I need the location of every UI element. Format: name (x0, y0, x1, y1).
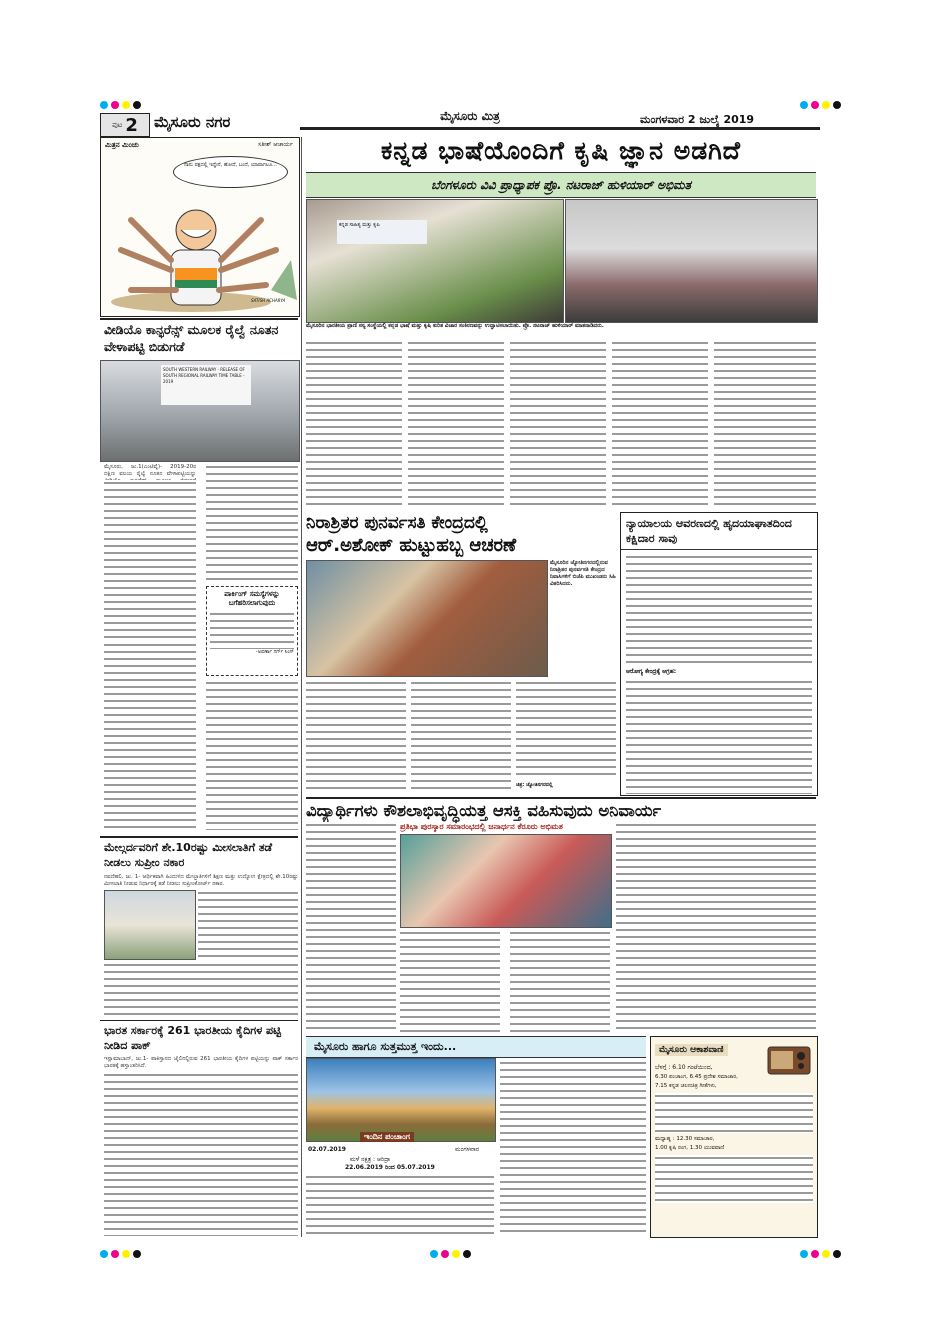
video-conference-photo (100, 360, 300, 462)
video-conference-headline: ವೀಡಿಯೊ ಕಾನ್ಫರೆನ್ಸ್ ಮೂಲಕ ರೈಲ್ವೆ ನೂತನ ವೇಳಾಪಟ್ಟಿ ಬಿಡುಗಡೆ (104, 322, 279, 354)
pak-prisoners-body (104, 1072, 298, 1236)
akashvani-body-1 (655, 1093, 813, 1133)
akashvani-box (650, 1036, 818, 1238)
skill-body-col4 (616, 822, 816, 1032)
registration-marks-bottom-right (800, 1243, 844, 1262)
rule (306, 797, 816, 799)
birthday-photo (306, 560, 548, 677)
banner-text: ಕನ್ನಡ ಸಾಹಿತ್ಯ ಮತ್ತು ಕೃಷಿ (337, 220, 427, 244)
court-body-1 (626, 554, 812, 664)
lead-body-col3 (510, 340, 606, 510)
panchanga-title: ಇಂದಿನ ಪಂಚಾಂಗ (360, 1132, 414, 1142)
pak-prisoners-lead: ಇಸ್ಲಾಮಾಬಾದ್, ಜು.1- ಪಾಕಿಸ್ತಾನದ ಜೈಲಿನಲ್ಲಿರುವ 261 ಭಾರತೀಯ ಕೈದಿಗಳ ಪಟ್ಟಿಯನ್ನು ಪಾಕ್ ಸರ್ಕಾರ ಭಾರತಕ್ಕೆ ಹಸ್ತಾಂತರಿಸಿದೆ. (104, 1056, 298, 1069)
skill-photo (400, 834, 612, 928)
cartoon-label: ಮಿತ್ರನ ಮಿಂಚು (105, 141, 139, 149)
video-conference-body-col1 (104, 480, 196, 640)
akashvani-line-4: 1.00 ಕೃಷಿ ರಂಗ, 1.30 ಯುವವಾಣಿ (655, 1145, 725, 1151)
skill-subhead: ಪ್ರತಿಭಾ ಪುರಸ್ಕಾರ ಸಮಾರಂಭದಲ್ಲಿ ಜನಾರ್ಧನ ಕೆರೂರು ಅಭಿಮತ (400, 822, 563, 831)
panchanga-weekday: ಮಂಗಳವಾರ (455, 1146, 480, 1153)
lead-body-col5 (714, 340, 816, 510)
vertical-rule (301, 137, 302, 1237)
speech-bubble: ನಾನು ಪಕ್ಷದಲ್ಲಿ ಇದ್ದೇನೆ, ಹೋದೆ, ಬಂದೆ, ಯಾವಾಗಲೂ... (173, 156, 288, 188)
lead-subhead: ಬೆಂಗಳೂರು ವಿವಿ ಪ್ರಾಧ್ಯಾಪಕ ಪ್ರೊ. ನಟರಾಜ್ ಹುಳಿಯಾರ್ ಅಭಿಮತ (431, 177, 691, 192)
pak-prisoners-headline: ಭಾರತ ಸರ್ಕಾರಕ್ಕೆ 261 ಭಾರತೀಯ ಕೈದಿಗಳ ಪಟ್ಟಿ ನೀಡಿದ ಪಾಕ್ (104, 1024, 282, 1052)
lead-photo-right (565, 199, 818, 323)
skill-body-col3 (510, 930, 610, 1032)
akashvani-line-3: ಮಧ್ಯಾಹ್ನ : 12.30 ಸಮಾಚಾರ, (655, 1136, 715, 1142)
panchanga-range: 22.06.2019 ರಿಂದ 05.07.2019 (345, 1164, 435, 1171)
lead-body-col1 (306, 340, 402, 510)
registration-marks-bottom-left (100, 1243, 144, 1262)
rule (100, 1020, 298, 1021)
akashvani-body-2 (655, 1155, 813, 1203)
reservation-body (104, 962, 298, 1018)
registration-marks-bottom-center (430, 1243, 474, 1262)
akashvani-line-2: 7.15 ಕನ್ನಡ ಚಲನಚಿತ್ರ ಗೀತೆಗಳು, (655, 1083, 717, 1089)
panchanga-body (306, 1174, 494, 1234)
cartoon-panel (100, 137, 300, 317)
lead-body-col2 (408, 340, 504, 510)
supreme-court-photo (104, 890, 196, 960)
parking-box-title: ಪಾರ್ಕಿಂಗ್ ಸಮಸ್ಯೆಗಳನ್ನು ಬಗೆಹರಿಸಲಾಗುವುದು (224, 590, 280, 607)
page-number-badge (100, 113, 150, 137)
newspaper-name: ಮೈಸೂರು ಮಿತ್ರ (440, 109, 500, 123)
video-conference-body-col1b (104, 642, 196, 832)
section-title: ಮೈಸೂರು ನಗರ (154, 113, 231, 131)
skill-body-col2 (400, 930, 500, 1032)
lead-headline: ಕನ್ನಡ ಭಾಷೆಯೊಂದಿಗೆ ಕೃಷಿ ಜ್ಞಾನ ಅಡಗಿದೆ (381, 136, 741, 165)
page-number: 2 (125, 114, 138, 136)
page-prefix: ಪುಟ (112, 120, 123, 129)
panchanga-nakshatra: ಮಳೆ ನಕ್ಷತ್ರ : ಆರಿದ್ರಾ (350, 1156, 391, 1163)
cartoon-drawing (101, 190, 299, 314)
akashvani-freq: ಬೆಳಗ್ಗೆ : 6.10 ಗಂಟೆಯಿಂದ, (655, 1064, 713, 1071)
lead-photo-caption: ಮೈಸೂರಿನ ಭಾರತೀಯ ಪ್ರಾಣಿ ಸಸ್ಯ ಸಂಸ್ಥೆಯಲ್ಲಿ ಕನ್ನಡ ಭಾಷೆ ಮತ್ತು ಕೃಷಿ ಕುರಿತ ವಿಚಾರ ಸಂಕಿರಣವನ್ನು ಉದ್ಘಾಟಿಸಲಾಯಿತು. ಪ್ರೊ. ನಟರಾಜ್ ಹುಳಿಯಾರ್ ಮಾತನಾಡಿದರು. (306, 323, 604, 329)
birthday-headline-1: ನಿರಾಶ್ರಿತರ ಪುನರ್ವಸತಿ ಕೇಂದ್ರದಲ್ಲಿ (306, 513, 488, 533)
issue-date: ಮಂಗಳವಾರ 2 ಜುಲೈ 2019 (640, 113, 755, 126)
reservation-lead: ನವದೆಹಲಿ, ಜು. 1- ಆರ್ಥಿಕವಾಗಿ ಹಿಂದುಳಿದ ಮೇಲ್ಜಾತಿಗಳಿಗೆ ಶಿಕ್ಷಣ ಮತ್ತು ಉದ್ಯೋಗ ಕ್ಷೇತ್ರದಲ್ಲಿ ಶೇ.10ರಷ್ಟು ಮೀಸಲಾತಿ ನೀಡುವ ನಿರ್ಧಾರಕ್ಕೆ ತಡೆ ನೀಡಲು ಸುಪ್ರೀಂಕೋರ್ಟ್ ನಕಾರ. (104, 874, 298, 887)
birthday-credit: ಚಿತ್ರ: ಜ್ಯೋತಿನಗರದಲ್ಲಿ (516, 782, 553, 788)
palace-photo (306, 1058, 496, 1142)
court-headline: ನ್ಯಾಯಾಲಯ ಆವರಣದಲ್ಲಿ ಹೃದಯಾಘಾತದಿಂದ ಕಕ್ಷಿದಾರ ಸಾವು (621, 513, 817, 550)
birthday-side-caption: ಮೈಸೂರಿನ ಜ್ಯೋತಿನಗರದಲ್ಲಿರುವ ನಿರಾಶ್ರಿತರ ಪುನರ್ವಸತಿ ಕೇಂದ್ರದ ನಿವಾಸಿಗಳಿಗೆ ಬಿಜೆಪಿ ಮುಖಂಡರು ಸಿಹಿ ವಿತರಿಸಿದರು. (550, 560, 616, 587)
lead-photo-left (306, 199, 564, 323)
video-conference-body-col2b (206, 680, 298, 830)
today-events-body (500, 1060, 646, 1236)
birthday-body-col2 (411, 680, 511, 790)
registration-marks-top-right (800, 94, 844, 113)
lead-subhead-bar (306, 172, 816, 198)
radio-icon (767, 1043, 811, 1075)
akashvani-line-1: 6.30 ಪಂಚಾಂಗ, 6.45 ಪ್ರದೇಶ ಸಮಾಚಾರ, (655, 1074, 738, 1080)
birthday-headline-2: ಆರ್.ಅಶೋಕ್ ಹುಟ್ಟುಹಬ್ಬ ಆಚರಣೆ (306, 535, 517, 556)
court-subhead: ಆರೋಗ್ಯ ಕೇಂದ್ರಕ್ಕೆ ಆಗ್ರಹ: (626, 668, 677, 675)
skill-headline: ವಿದ್ಯಾರ್ಥಿಗಳು ಕೌಶಲಾಭಿವೃದ್ಧಿಯತ್ತ ಆಸಕ್ತಿ ವಹಿಸುವುದು ಅನಿವಾರ್ಯ (306, 801, 662, 820)
video-conference-body-col2 (206, 464, 298, 584)
panchanga-date: 02.07.2019 (308, 1146, 346, 1153)
birthday-body-col1 (306, 680, 406, 790)
akashvani-title: ಮೈಸೂರು ಆಕಾಶವಾಣಿ (655, 1044, 728, 1056)
cartoon-artist: ಸತೀಶ್ ಆಚಾರ್ಯ (258, 141, 293, 148)
lead-body-col4 (612, 340, 708, 510)
reservation-headline: ಮೇಲ್ಗರ್ದವರಿಗೆ ಶೇ.10ರಷ್ಟು ಮೀಸಲಾತಿಗೆ ತಡೆ ನೀಡಲು ಸುಪ್ರೀಂ ನಕಾರ (104, 841, 273, 869)
registration-marks-top-left (100, 94, 144, 113)
birthday-body-col3 (516, 680, 616, 780)
skill-body-col1 (306, 822, 396, 1032)
masthead-rule (300, 127, 820, 130)
reservation-body-right (198, 890, 298, 960)
rule (100, 836, 298, 838)
slide-text: SOUTH WESTERN RAILWAY · RELEASE OF SOUTH REGIONAL RAILWAY TIME TABLE - 2019 (161, 365, 251, 405)
today-banner-text: ಮೈಸೂರು ಹಾಗೂ ಸುತ್ತಮುತ್ತ ಇಂದು... (314, 1040, 457, 1053)
cartoon-signature: SATISH ACHARYA (251, 298, 286, 303)
parking-box-credit: -ಅಪರ್ಣಾ ಗರ್ಗ್ ಸಿಂಗ್ (255, 649, 294, 655)
video-conference-lead: ಮೈಸೂರು, ಜು.1(ಎಂಟಿವೈ)- 2019-20ರ ದಕ್ಷಿಣ ವಲಯ ರೈಲ್ವೆ ನೂತನ ವೇಳಾಪಟ್ಟಿಯನ್ನು (104, 464, 196, 477)
parking-box-body (210, 611, 294, 649)
court-body-2 (626, 679, 812, 794)
parking-box (206, 586, 298, 676)
court-story-box (620, 512, 818, 796)
rule (100, 318, 298, 320)
today-banner (306, 1036, 646, 1058)
